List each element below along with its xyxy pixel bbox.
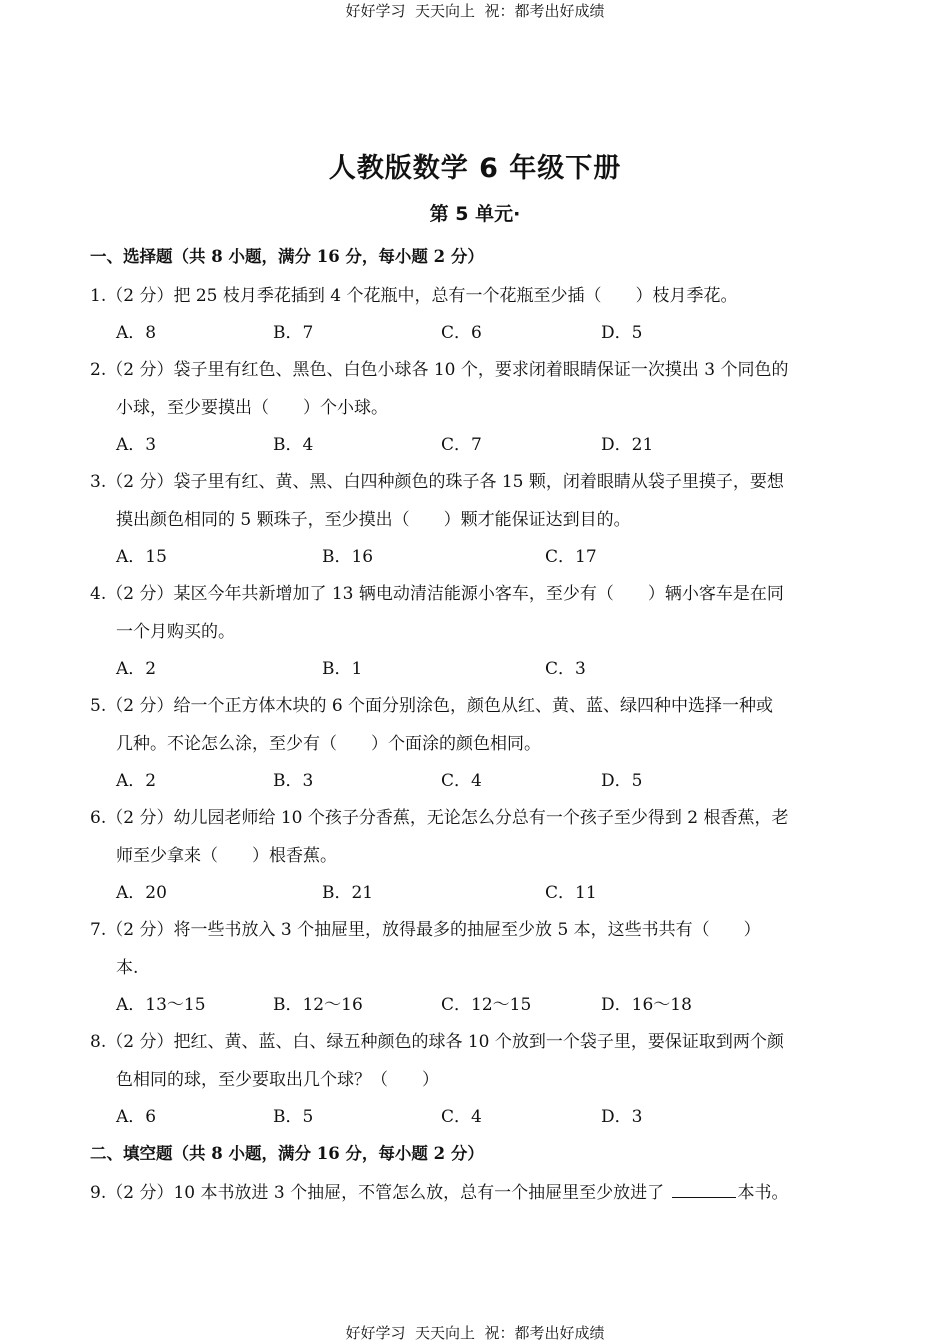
question-2-option-c: C．7 xyxy=(441,435,482,455)
question-4-option-b: B．1 xyxy=(322,659,363,679)
section-heading-multiple-choice: 一、选择题（共 8 小题，满分 16 分，每小题 2 分） xyxy=(90,247,484,266)
question-1-option-b: B．7 xyxy=(273,323,314,343)
question-2-text: 2.（2 分）袋子里有红色、黑色、白色小球各 10 个，要求闭着眼睛保证一次摸出 3 个同色的 xyxy=(90,360,789,380)
question-3-text: 3.（2 分）袋子里有红、黄、黑、白四种颜色的珠子各 15 颗，闭着眼睛从袋子里摸子，要想 xyxy=(90,472,784,492)
question-9-text-after-blank: 本书。 xyxy=(737,1183,789,1203)
question-8-option-c: C．4 xyxy=(441,1107,482,1127)
question-7-option-d: D．16～18 xyxy=(601,995,692,1015)
question-9-text xyxy=(90,1178,789,1203)
question-1-option-d: D．5 xyxy=(601,323,643,343)
question-2-option-a: A．3 xyxy=(116,435,157,455)
question-7-text: 7.（2 分）将一些书放入 3 个抽屉里，放得最多的抽屉至少放 5 本，这些书共有（ ） xyxy=(90,920,761,940)
question-6-option-a: A．20 xyxy=(116,883,167,903)
question-4-option-a: A．2 xyxy=(116,659,157,679)
question-7-option-c: C．12～15 xyxy=(441,995,532,1015)
question-8-option-d: D．3 xyxy=(601,1107,643,1127)
question-1-text: 1.（2 分）把 25 枝月季花插到 4 个花瓶中，总有一个花瓶至少插（ ）枝月季花。 xyxy=(90,286,738,306)
question-2-option-b: B．4 xyxy=(273,435,314,455)
question-2-option-d: D．21 xyxy=(601,435,654,455)
question-3-option-a: A．15 xyxy=(116,547,167,567)
page-header: 好好学习 天天向上 祝：都考出好成绩 xyxy=(345,2,605,20)
question-4-option-c: C．3 xyxy=(545,659,586,679)
document-title: 人教版数学 6 年级下册 xyxy=(328,153,622,184)
question-5-option-d: D．5 xyxy=(601,771,643,791)
question-1-option-c: C．6 xyxy=(441,323,482,343)
question-4-text-continued: 一个月购买的。 xyxy=(116,622,235,642)
question-4-text: 4.（2 分）某区今年共新增加了 13 辆电动清洁能源小客车，至少有（ ）辆小客车是在同 xyxy=(90,584,784,604)
answer-blank[interactable] xyxy=(672,1183,736,1198)
question-8-option-a: A．6 xyxy=(116,1107,157,1127)
question-6-option-c: C．11 xyxy=(545,883,597,903)
document-subtitle: 第 5 单元· xyxy=(429,203,521,225)
question-6-text: 6.（2 分）幼儿园老师给 10 个孩子分香蕉，无论怎么分总有一个孩子至少得到 2 根香蕉，老 xyxy=(90,808,789,828)
question-2-text-continued: 小球，至少要摸出（ ）个小球。 xyxy=(116,398,388,418)
question-3-option-c: C．17 xyxy=(545,547,597,567)
question-3-option-b: B．16 xyxy=(322,547,374,567)
question-8-text-continued: 色相同的球，至少要取出几个球？（ ） xyxy=(116,1070,439,1090)
question-6-text-continued: 师至少拿来（ ）根香蕉。 xyxy=(116,846,337,866)
question-5-text: 5.（2 分）给一个正方体木块的 6 个面分别涂色，颜色从红、黄、蓝、绿四种中选择一种或 xyxy=(90,696,774,716)
section-heading-fill-in: 二、填空题（共 8 小题，满分 16 分，每小题 2 分） xyxy=(90,1144,484,1163)
question-5-text-continued: 几种。不论怎么涂，至少有（ ）个面涂的颜色相同。 xyxy=(116,734,541,754)
question-5-option-a: A．2 xyxy=(116,771,157,791)
question-5-option-c: C．4 xyxy=(441,771,482,791)
question-7-option-b: B．12～16 xyxy=(273,995,363,1015)
question-9-text-before-blank: 9.（2 分）10 本书放进 3 个抽屉，不管怎么放，总有一个抽屉里至少放进了 xyxy=(90,1183,670,1203)
question-8-text: 8.（2 分）把红、黄、蓝、白、绿五种颜色的球各 10 个放到一个袋子里，要保证取到两个颜 xyxy=(90,1032,784,1052)
question-7-text-continued: 本. xyxy=(116,958,139,978)
question-5-option-b: B．3 xyxy=(273,771,314,791)
question-3-text-continued: 摸出颜色相同的 5 颗珠子，至少摸出（ ）颗才能保证达到目的。 xyxy=(116,510,631,530)
question-1-option-a: A．8 xyxy=(116,323,157,343)
question-6-option-b: B．21 xyxy=(322,883,374,903)
page-footer: 好好学习 天天向上 祝：都考出好成绩 xyxy=(345,1324,605,1342)
question-8-option-b: B．5 xyxy=(273,1107,314,1127)
question-7-option-a: A．13～15 xyxy=(116,995,206,1015)
